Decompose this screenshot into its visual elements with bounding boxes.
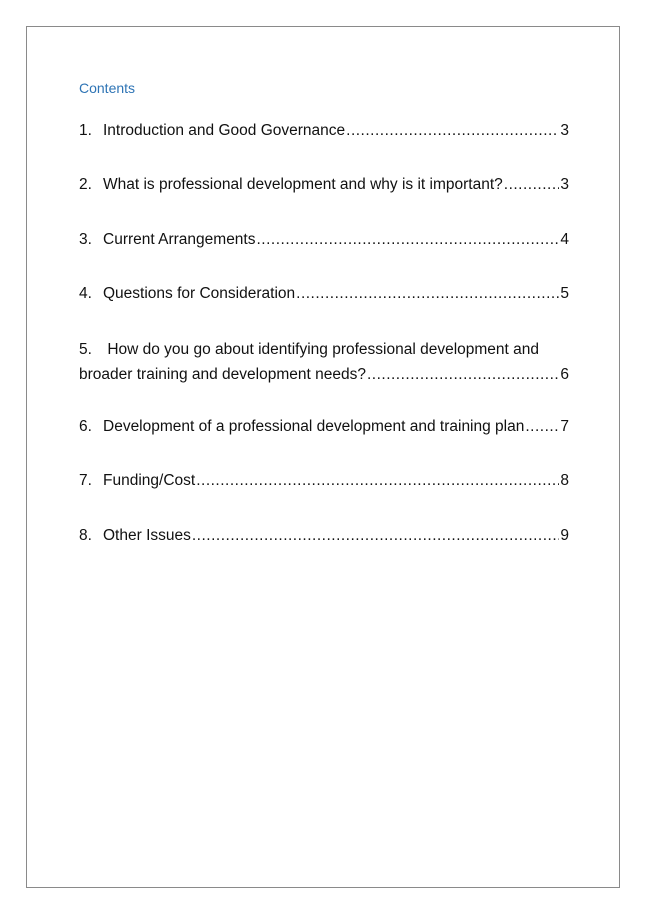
toc-entry-title: Development of a professional development and training plan [103, 418, 525, 435]
toc-entry-4[interactable] [79, 282, 569, 306]
toc-entry-page-number: 3 [560, 122, 569, 139]
toc-entry-number: 3. [79, 231, 92, 248]
toc-entry-page-number: 3 [560, 176, 569, 193]
toc-entry-5[interactable] [79, 337, 569, 387]
toc-leader-dots [346, 119, 559, 143]
toc-entry-title-line2: broader training and development needs? [79, 366, 366, 383]
toc-entry-title: Questions for Consideration [103, 285, 296, 302]
toc-entry-8[interactable] [79, 524, 569, 548]
toc-entry-title: Current Arrangements [103, 231, 256, 248]
document-page [26, 26, 620, 888]
toc-entry-2[interactable] [79, 173, 569, 197]
toc-entry-title: Funding/Cost [103, 472, 196, 489]
toc-entry-page-number: 8 [560, 472, 569, 489]
toc-entry-7[interactable] [79, 469, 569, 493]
toc-entry-page-number: 9 [560, 527, 569, 544]
toc-entry-number: 5. [79, 341, 92, 358]
toc-entry-title: What is professional development and why is it important? [103, 176, 503, 193]
toc-entry-title-line1: How do you go about identifying professional development and [107, 341, 540, 358]
toc-entry-3[interactable] [79, 228, 569, 252]
toc-entry-number: 8. [79, 527, 92, 544]
toc-leader-dots [296, 282, 559, 306]
toc-entry-title: Other Issues [103, 527, 191, 544]
toc-entry-page-number: 5 [560, 285, 569, 302]
toc-leader-dots [367, 363, 559, 387]
toc-entry-6[interactable] [79, 415, 569, 439]
toc-entry-1[interactable] [79, 119, 569, 143]
toc-entry-number: 1. [79, 122, 92, 139]
toc-entry-number: 7. [79, 472, 92, 489]
toc-leader-dots [504, 173, 560, 197]
toc-entry-page-number: 6 [560, 366, 569, 383]
toc-entry-title: Introduction and Good Governance [103, 122, 346, 139]
contents-heading: Contents [79, 80, 136, 96]
toc-leader-dots [525, 415, 559, 439]
toc-entry-number: 4. [79, 285, 92, 302]
toc-entry-page-number: 4 [560, 231, 569, 248]
toc-leader-dots [192, 524, 560, 548]
toc-leader-dots [196, 469, 559, 493]
toc-entry-number: 6. [79, 418, 92, 435]
toc-leader-dots [257, 228, 560, 252]
toc-entry-number: 2. [79, 176, 92, 193]
toc-entry-page-number: 7 [560, 418, 569, 435]
